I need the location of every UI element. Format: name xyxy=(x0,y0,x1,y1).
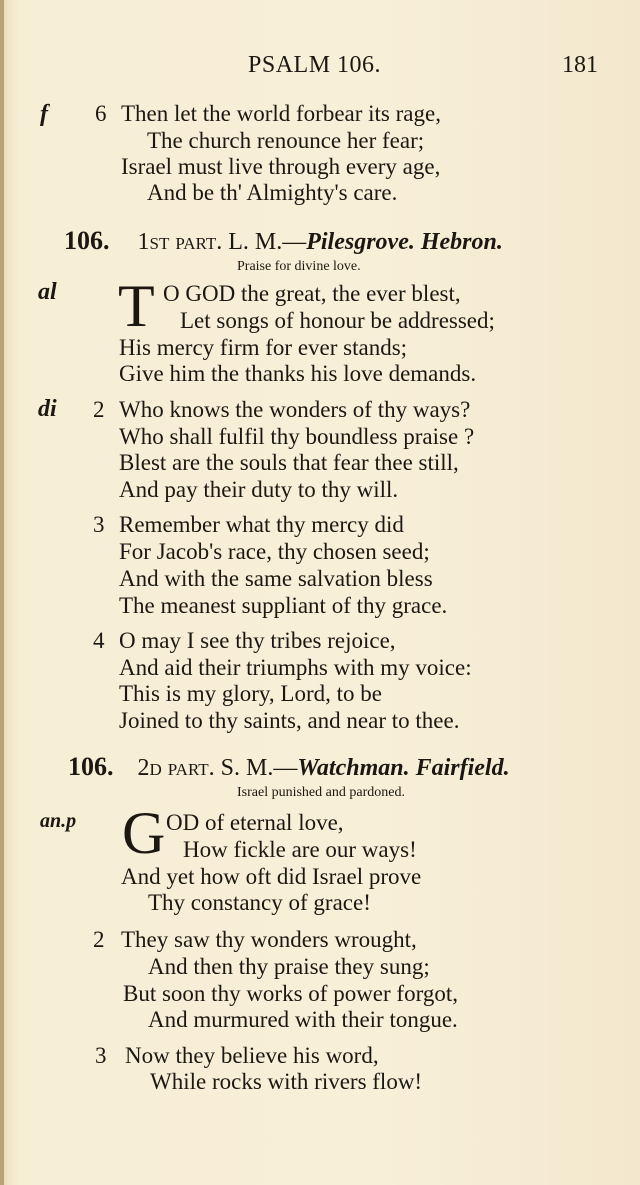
verse-line: For Jacob's race, thy chosen seed; xyxy=(119,539,430,564)
drop-cap: T xyxy=(118,273,155,339)
verse-line: And yet how oft did Israel prove xyxy=(121,864,422,889)
verse-line: While rocks with rivers flow! xyxy=(150,1069,423,1094)
stanza-number: 2 xyxy=(93,927,105,952)
verse-line: Thy constancy of grace! xyxy=(148,890,371,915)
hymn-part: 2d part. xyxy=(137,755,215,781)
verse-line: And murmured with their tongue. xyxy=(148,1007,458,1032)
verse-line: OD of eternal love, xyxy=(166,810,344,835)
stanza-number: 6 xyxy=(95,101,107,126)
verse-line: O may I see thy tribes rejoice, xyxy=(119,628,396,653)
page-spine-shadow xyxy=(0,0,4,1185)
hymn-part: 1st part. xyxy=(137,229,223,255)
verse-line: Let songs of honour be addressed; xyxy=(180,308,495,333)
dynamic-marker: f xyxy=(40,101,48,127)
hymn-heading xyxy=(64,226,503,256)
dynamic-marker: an.p xyxy=(40,810,77,832)
stanza-number: 4 xyxy=(93,628,105,653)
stanza-number: 3 xyxy=(93,512,105,537)
verse-line: And then thy praise they sung; xyxy=(148,954,430,979)
verse-line: Joined to thy saints, and near to thee. xyxy=(119,708,460,733)
verse-line: Now they believe his word, xyxy=(125,1043,379,1068)
verse-line: They saw thy wonders wrought, xyxy=(121,927,417,952)
hymn-heading xyxy=(68,752,510,782)
verse-line: But soon thy works of power forgot, xyxy=(123,981,458,1006)
verse-line: And with the same salvation bless xyxy=(119,566,433,591)
verse-line: Give him the thanks his love demands. xyxy=(119,361,477,386)
dynamic-marker: al xyxy=(38,279,57,305)
verse-line: Remember what thy mercy did xyxy=(119,512,404,537)
verse-line: And aid their triumphs with my voice: xyxy=(119,655,472,680)
verse-line: Who knows the wonders of thy ways? xyxy=(119,397,471,422)
verse-line: And be th' Almighty's care. xyxy=(147,180,398,205)
hymn-subtitle: Praise for divine love. xyxy=(237,259,361,274)
verse-line: Israel must live through every age, xyxy=(121,154,441,179)
verse-line: This is my glory, Lord, to be xyxy=(119,681,382,706)
verse-line: How fickle are our ways! xyxy=(183,837,417,862)
verse-line: The church renounce her fear; xyxy=(147,128,425,153)
verse-line: O GOD the great, the ever blest, xyxy=(163,281,461,306)
hymn-meter: S. M.— xyxy=(220,755,298,781)
verse-line: Who shall fulfil thy boundless praise ? xyxy=(119,424,475,449)
stanza-number: 3 xyxy=(95,1043,107,1068)
dynamic-marker: di xyxy=(38,396,57,422)
stanza-number: 2 xyxy=(93,397,105,422)
verse-line: And pay their duty to thy will. xyxy=(119,477,399,502)
hymn-number: 106. xyxy=(68,752,114,781)
hymn-subtitle: Israel punished and pardoned. xyxy=(237,785,405,800)
verse-line: His mercy firm for ever stands; xyxy=(119,335,408,360)
verse-line: Then let the world forbear its rage, xyxy=(121,101,441,126)
verse-line: The meanest suppliant of thy grace. xyxy=(119,593,448,618)
hymn-tunes: Pilesgrove. Hebron. xyxy=(306,229,503,255)
hymn-number: 106. xyxy=(64,226,110,255)
page-number: 181 xyxy=(562,52,598,78)
hymn-meter: L. M.— xyxy=(228,229,307,255)
drop-cap: G xyxy=(122,800,166,866)
verse-line: Blest are the souls that fear thee still, xyxy=(119,450,459,475)
running-header-title: PSALM 106. xyxy=(248,52,382,78)
hymn-tunes: Watchman. Fairfield. xyxy=(297,755,510,781)
